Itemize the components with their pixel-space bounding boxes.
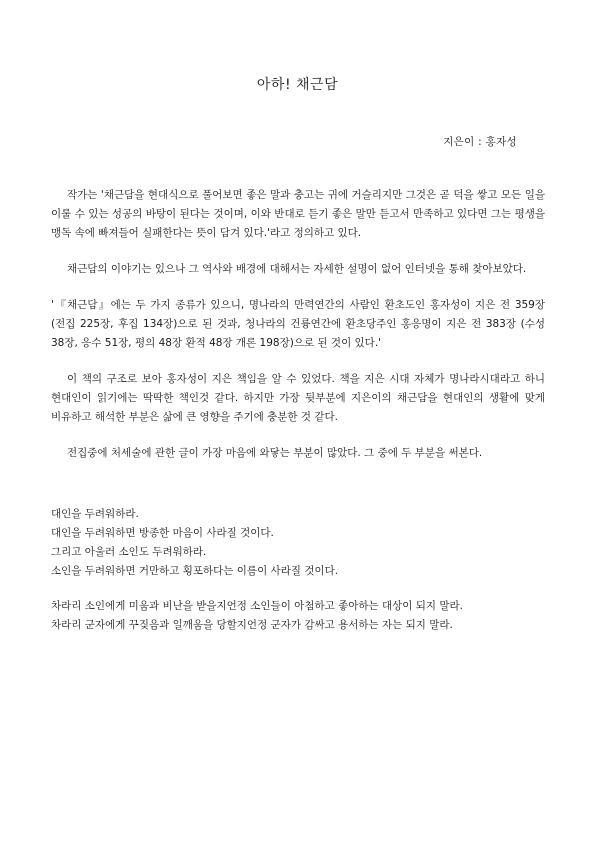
paragraph-quote-source: '『채근담』에는 두 가지 종류가 있으니, 명나라의 만력연간의 사람인 환초도인 홍자성이 지은 전 359장(전집 225장, 후집 134장)으로 된 것과, 청나라의 건륭연간에 환초당주인 홍응명이 지은 전 383장 (수성 38장, 응수 51장, 평의 48장 환적 48장 개론 198장)으로 된 것이 있다.': [51, 299, 545, 349]
body-text: [51, 186, 545, 635]
excerpt-line: 대인을 두려워하면 방종한 마음이 사라질 것이다.: [51, 527, 274, 539]
excerpt-block-2: [51, 597, 545, 635]
excerpt-block-1: [51, 505, 545, 581]
page-title: 아하! 채근담: [256, 77, 339, 93]
paragraph-definition: 작가는 '채근담을 현대식으로 풀어보면 좋은 말과 충고는 귀에 거슬리지만 그것은 곧 덕을 쌓고 모든 일을 이룰 수 있는 성공의 바탕이 된다는 것이며, 이와 반대로 듣기 좋은 말만 듣고서 만족하고 있다면 그는 평생을 맹독 속에 빠져들어 실패한다는 뜻이 담겨 있다.'라고 정의하고 있다.: [51, 189, 545, 239]
paragraph-structure: 이 책의 구조로 보아 홍자성이 지은 책임을 알 수 있었다. 책을 지은 시대 자체가 명나라시대라고 하니 현대인이 읽기에는 딱딱한 책인것 같다. 하지만 가장 뒷부분에 지은이의 채근담을 현대인의 생활에 맞게 비유하고 해석한 부분은 삶에 큰 영향을 주기에 충분한 것 같다.: [51, 373, 545, 423]
excerpt-line: 소인을 두려워하면 거만하고 횡포하다는 이름이 사라질 것이다.: [51, 565, 339, 577]
excerpt-line: 그리고 아울러 소인도 두려워하라.: [51, 546, 207, 558]
excerpt-line: 차라리 소인에게 미움과 비난을 받을지언정 소인들이 아첨하고 좋아하는 대상이 되지 말라.: [51, 600, 464, 612]
paragraph-background: 채근담의 이야기는 있으나 그 역사와 배경에 대해서는 자세한 설명이 없어 인터넷을 통해 찾아보았다.: [67, 263, 527, 275]
excerpt-line: 대인을 두려워하라.: [51, 508, 139, 520]
paragraph-intro-excerpts: 전집중에 처세술에 관한 글이 가장 마음에 와닿는 부분이 많았다. 그 중에 두 부분을 써본다.: [67, 447, 483, 459]
excerpt-line: 차라리 군자에게 꾸짖음과 일깨움을 당할지언정 군자가 감싸고 용서하는 자는 되지 말라.: [51, 619, 453, 631]
author-line: 지은이 : 홍자성: [443, 136, 517, 148]
